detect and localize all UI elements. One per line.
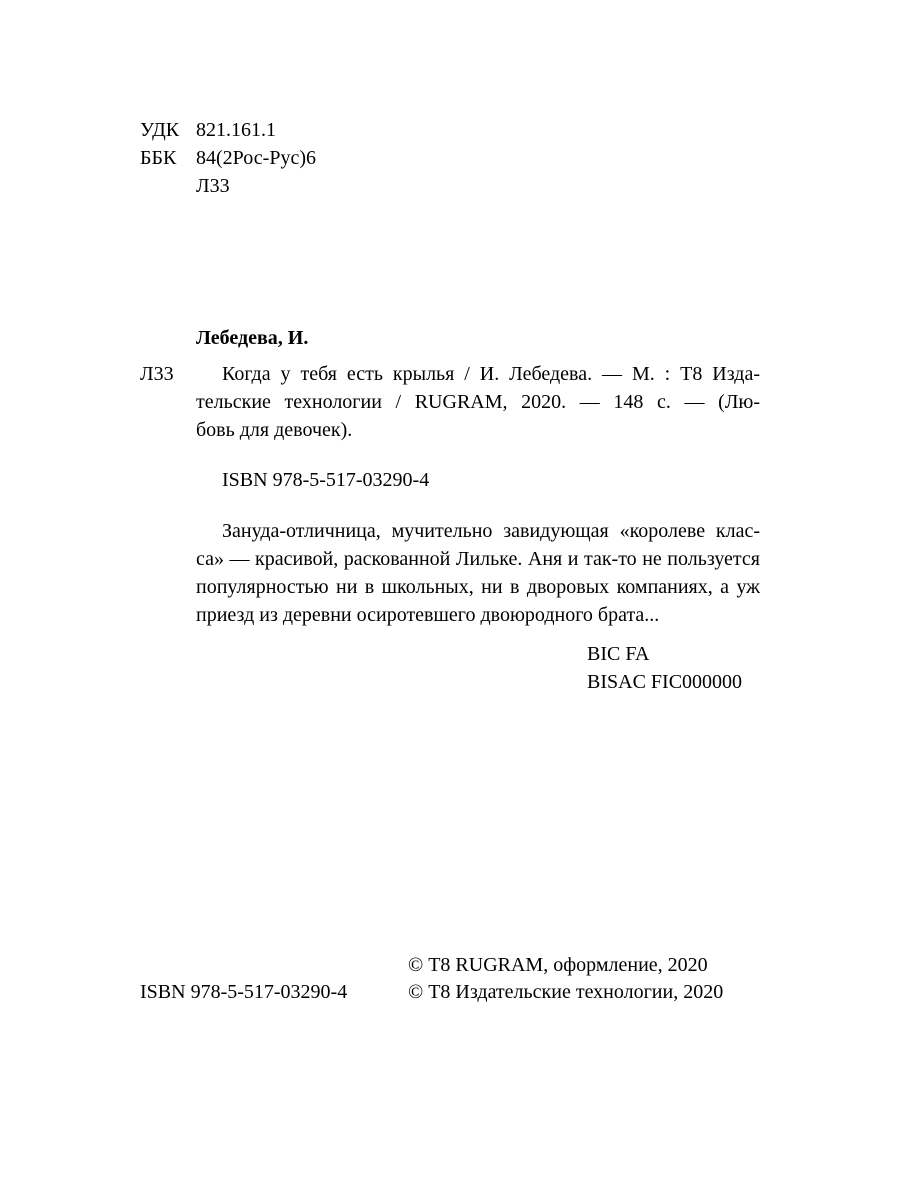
bbk-value: 84(2Рос-Рус)6 xyxy=(196,147,316,169)
annotation-line: популярностью ни в школьных, ни в дворовых компаниях, а уж xyxy=(196,576,760,598)
bbk-row xyxy=(140,144,316,172)
isbn-top: ISBN 978-5-517-03290-4 xyxy=(222,469,430,491)
entry-line: бовь для девочек). xyxy=(196,419,353,441)
author-name: Лебедева, И. xyxy=(196,327,309,349)
isbn-bottom: ISBN 978-5-517-03290-4 xyxy=(140,981,348,1003)
bbk-label: ББК xyxy=(140,147,177,169)
author-sign: Л33 xyxy=(196,175,230,197)
classification-block xyxy=(140,116,316,200)
entry-margin-sign: Л33 xyxy=(140,363,174,385)
bisac-code: BISAC FIC000000 xyxy=(587,671,743,693)
entry-line: Когда у тебя есть крылья / И. Лебедева. — М. : Т8 Изда- xyxy=(222,363,760,385)
udk-value: 821.161.1 xyxy=(196,119,276,141)
copyright-design: © Т8 RUGRAM, оформление, 2020 xyxy=(408,954,708,976)
copyright-tech: © Т8 Издательские технологии, 2020 xyxy=(408,981,724,1003)
entry-line: тельские технологии / RUGRAM, 2020. — 148 с. — (Лю- xyxy=(196,391,760,413)
udk-label: УДК xyxy=(140,119,180,141)
author-sign-row xyxy=(140,172,316,200)
bibliographic-entry xyxy=(196,360,760,444)
annotation-line: приезд из деревни осиротевшего двоюродного брата... xyxy=(196,604,660,626)
udk-row xyxy=(140,116,316,144)
annotation xyxy=(196,517,760,629)
bic-code: BIC FA xyxy=(587,643,650,665)
annotation-line: са» — красивой, раскованной Лильке. Аня и так-то не пользуется xyxy=(196,548,760,570)
annotation-line: Зануда-отличница, мучительно завидующая «королеве клас- xyxy=(222,520,760,542)
codes-block xyxy=(587,640,742,696)
